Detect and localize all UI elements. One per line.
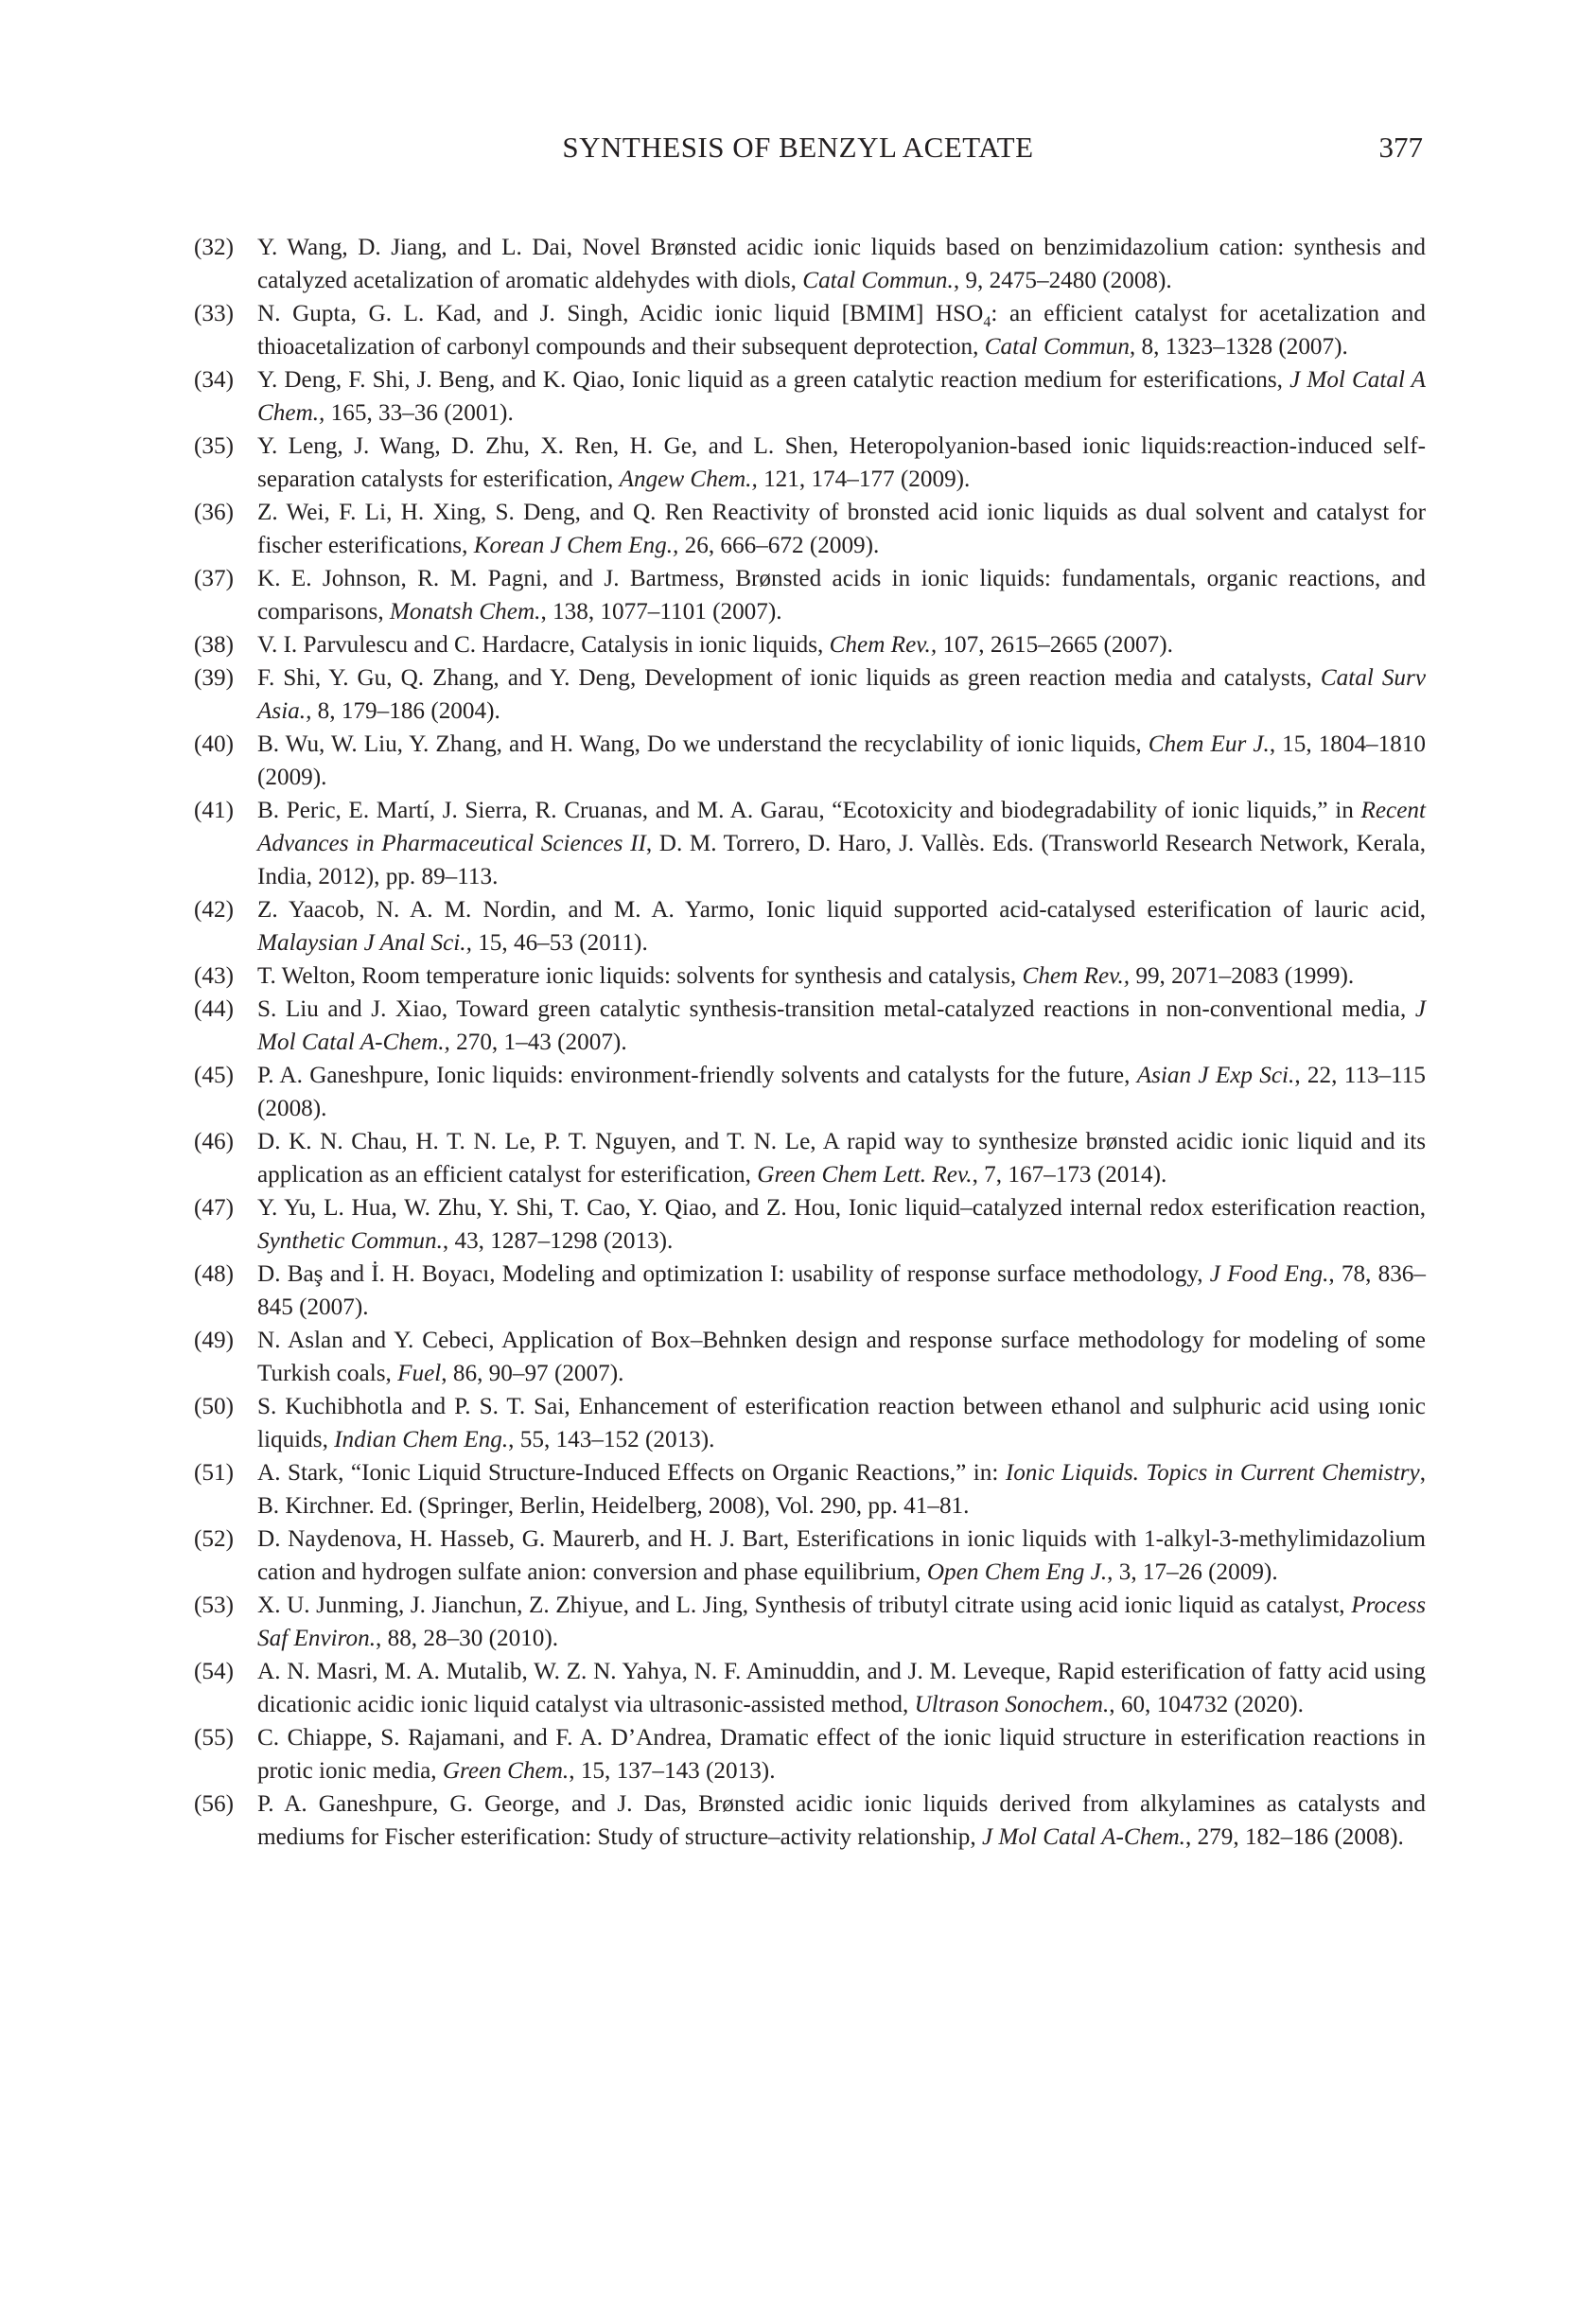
- reference-item: [194, 496, 1426, 562]
- reference-text: V. I. Parvulescu and C. Hardacre, Catalysis in ionic liquids,: [257, 632, 830, 658]
- reference-journal: Malaysian J Anal Sci.,: [257, 930, 472, 956]
- reference-text: P. A. Ganeshpure, G. George, and J. Das, Brønsted acidic ionic liquids derived from alkylamines as catalysts and mediums for Fischer esterification: Study of structure–activity relationship,: [257, 1791, 1426, 1850]
- reference-item: [194, 1059, 1426, 1125]
- reference-number: (48): [194, 1261, 234, 1287]
- reference-journal: Indian Chem Eng.: [334, 1427, 509, 1452]
- reference-number: (55): [194, 1725, 234, 1751]
- reference-journal: Catal Surv Asia.,: [257, 665, 1426, 724]
- reference-journal: Asian J Exp Sci.: [1136, 1063, 1295, 1088]
- reference-details: , 279, 182–186 (2008).: [1184, 1824, 1404, 1850]
- reference-text: Y. Yu, L. Hua, W. Zhu, Y. Shi, T. Cao, Y. Qiao, and Z. Hou, Ionic liquid–catalyzed internal redox esterification reaction,: [257, 1195, 1426, 1221]
- reference-item: [194, 1589, 1426, 1655]
- reference-details: 99, 2071–2083 (1999).: [1130, 963, 1355, 989]
- reference-item: [194, 993, 1426, 1059]
- reference-number: (54): [194, 1659, 234, 1684]
- reference-text: A. Stark, “Ionic Liquid Structure-Induced Effects on Organic Reactions,” in:: [257, 1460, 1006, 1486]
- reference-journal: Ultrason Sonochem.: [914, 1692, 1110, 1717]
- reference-number: (42): [194, 897, 234, 923]
- reference-journal: Korean J Chem Eng.,: [473, 533, 679, 558]
- reference-journal: Chem Eur J.: [1148, 731, 1270, 757]
- reference-number: (37): [194, 566, 234, 591]
- reference-item: [194, 1390, 1426, 1456]
- reference-text: Y. Deng, F. Shi, J. Beng, and K. Qiao, Ionic liquid as a green catalytic reaction medium for esterifications,: [257, 367, 1290, 393]
- reference-text: B. Peric, E. Martí, J. Sierra, R. Cruanas, and M. A. Garau, “Ecotoxicity and biodegradability of ionic liquids,” in: [257, 798, 1361, 823]
- reference-item: [194, 1787, 1426, 1854]
- reference-details: 270, 1–43 (2007).: [449, 1030, 627, 1055]
- reference-text: F. Shi, Y. Gu, Q. Zhang, and Y. Deng, Development of ionic liquids as green reaction media and catalysts,: [257, 665, 1321, 691]
- reference-details: 107, 2615–2665 (2007).: [937, 632, 1173, 658]
- reference-journal: Recent Advances in Pharmaceutical Sciences II: [257, 798, 1426, 856]
- reference-details: 26, 666–672 (2009).: [678, 533, 880, 558]
- reference-text: Z. Yaacob, N. A. M. Nordin, and M. A. Yarmo, Ionic liquid supported acid-catalysed esterification of lauric acid,: [257, 897, 1426, 923]
- reference-journal: J Food Eng.: [1209, 1261, 1329, 1287]
- reference-journal: Chem Rev.,: [1022, 963, 1131, 989]
- reference-text: T. Welton, Room temperature ionic liquids: solvents for synthesis and catalysis,: [257, 963, 1023, 989]
- reference-text: D. K. N. Chau, H. T. N. Le, P. T. Nguyen, and T. N. Le, A rapid way to synthesize brønsted acidic ionic liquid and its application as an efficient catalyst for esterification,: [257, 1129, 1426, 1188]
- reference-number: (44): [194, 996, 234, 1022]
- reference-text: Y. Leng, J. Wang, D. Zhu, X. Ren, H. Ge, and L. Shen, Heteropolyanion-based ionic liquids:reaction-induced self-separation catalysts for esterification,: [257, 433, 1426, 492]
- reference-number: (51): [194, 1460, 234, 1486]
- reference-item: [194, 1456, 1426, 1523]
- reference-text: K. E. Johnson, R. M. Pagni, and J. Bartmess, Brønsted acids in ionic liquids: fundamentals, organic reactions, and comparisons,: [257, 566, 1426, 625]
- reference-number: (36): [194, 500, 234, 525]
- reference-number: (49): [194, 1328, 234, 1353]
- reference-details: , 3, 17–26 (2009).: [1107, 1559, 1278, 1585]
- reference-text: N. Gupta, G. L. Kad, and J. Singh, Acidic ionic liquid [BMIM] HSO: [257, 301, 984, 326]
- reference-details: 8, 1323–1328 (2007).: [1135, 334, 1348, 360]
- reference-text: C. Chiappe, S. Rajamani, and F. A. D’Andrea, Dramatic effect of the ionic liquid structure in esterification reactions in protic ionic media,: [257, 1725, 1426, 1784]
- reference-text: N. Aslan and Y. Cebeci, Application of Box–Behnken design and response surface methodology for modeling of some Turkish coals,: [257, 1328, 1426, 1386]
- reference-journal: Green Chem Lett. Rev.: [757, 1162, 973, 1188]
- reference-item: [194, 562, 1426, 628]
- reference-item: [194, 430, 1426, 496]
- reference-journal: Synthetic Commun.: [257, 1228, 443, 1254]
- reference-text: S. Kuchibhotla and P. S. T. Sai, Enhancement of esterification reaction between ethanol and sulphuric acid using ıonic liquids,: [257, 1394, 1426, 1452]
- reference-journal: Catal Commun,: [984, 334, 1136, 360]
- reference-journal: Chem Rev.,: [829, 632, 938, 658]
- reference-item: [194, 1523, 1426, 1589]
- reference-number: (33): [194, 301, 234, 326]
- reference-item: [194, 1125, 1426, 1191]
- reference-journal: Monatsh Chem.: [389, 599, 541, 625]
- reference-list: [194, 231, 1426, 1854]
- reference-item: [194, 1655, 1426, 1721]
- reference-details: , 9, 2475–2480 (2008).: [953, 268, 1172, 293]
- reference-number: (40): [194, 731, 234, 757]
- reference-details: , 7, 167–173 (2014).: [972, 1162, 1167, 1188]
- reference-text: P. A. Ganeshpure, Ionic liquids: environment-friendly solvents and catalysts for the future,: [257, 1063, 1137, 1088]
- reference-text: Z. Wei, F. Li, H. Xing, S. Deng, and Q. Ren Reactivity of bronsted acid ionic liquids as dual solvent and catalyst for fischer esterifications,: [257, 500, 1426, 558]
- reference-journal: J Mol Catal A Chem.,: [257, 367, 1426, 426]
- reference-details: 8, 179–186 (2004).: [311, 698, 500, 724]
- reference-item: [194, 1721, 1426, 1787]
- reference-details: , 138, 1077–1101 (2007).: [540, 599, 782, 625]
- reference-details: , 60, 104732 (2020).: [1109, 1692, 1304, 1717]
- reference-item: [194, 1324, 1426, 1390]
- reference-details: , 55, 143–152 (2013).: [508, 1427, 715, 1452]
- reference-item: [194, 231, 1426, 297]
- reference-number: (39): [194, 665, 234, 691]
- reference-details: , 86, 90–97 (2007).: [441, 1361, 624, 1386]
- reference-journal: J Mol Catal A-Chem.,: [257, 996, 1426, 1055]
- reference-details: , 78, 836–845 (2007).: [257, 1261, 1426, 1320]
- reference-item: [194, 297, 1426, 363]
- running-title: SYNTHESIS OF BENZYL ACETATE: [562, 131, 1034, 164]
- reference-number: (45): [194, 1063, 234, 1088]
- reference-journal: Catal Commun.: [802, 268, 954, 293]
- reference-number: (50): [194, 1394, 234, 1419]
- reference-number: (56): [194, 1791, 234, 1817]
- reference-number: (52): [194, 1526, 234, 1552]
- reference-details: 15, 46–53 (2011).: [471, 930, 648, 956]
- reference-details: , B. Kirchner. Ed. (Springer, Berlin, Heidelberg, 2008), Vol. 290, pp. 41–81.: [257, 1460, 1426, 1519]
- reference-text: D. Naydenova, H. Hasseb, G. Maurerb, and H. J. Bart, Esterifications in ionic liquids with 1-alkyl-3-methylimidazolium cation and hydrogen sulfate anion: conversion and phase equilibrium,: [257, 1526, 1426, 1585]
- reference-text: : an efficient catalyst for acetalization and thioacetalization of carbonyl compounds and their subsequent deprotection,: [257, 301, 1426, 360]
- reference-journal: Process Saf Environ.: [257, 1593, 1426, 1651]
- reference-text: X. U. Junming, J. Jianchun, Z. Zhiyue, and L. Jing, Synthesis of tributyl citrate using acid ionic liquid as catalyst,: [257, 1593, 1352, 1618]
- reference-journal: Angew Chem.,: [619, 466, 758, 492]
- reference-item: [194, 363, 1426, 430]
- reference-number: (41): [194, 798, 234, 823]
- reference-text: Y. Wang, D. Jiang, and L. Dai, Novel Brønsted acidic ionic liquids based on benzimidazolium cation: synthesis and catalyzed acetalization of aromatic aldehydes with diols,: [257, 235, 1426, 293]
- reference-journal: Ionic Liquids. Topics in Current Chemistry: [1005, 1460, 1420, 1486]
- reference-number: (32): [194, 235, 234, 260]
- reference-item: [194, 661, 1426, 728]
- reference-text: S. Liu and J. Xiao, Toward green catalytic synthesis-transition metal-catalyzed reactions in non-conventional media,: [257, 996, 1415, 1022]
- reference-details: , 15, 137–143 (2013).: [569, 1758, 776, 1784]
- reference-details: 165, 33–36 (2001).: [324, 400, 514, 426]
- reference-number: (38): [194, 632, 234, 658]
- reference-number: (35): [194, 433, 234, 459]
- reference-item: [194, 1191, 1426, 1258]
- reference-details: , 88, 28–30 (2010).: [376, 1626, 559, 1651]
- reference-item: [194, 628, 1426, 661]
- reference-item: [194, 1258, 1426, 1324]
- reference-number: (34): [194, 367, 234, 393]
- reference-journal: Fuel: [397, 1361, 442, 1386]
- reference-number: (47): [194, 1195, 234, 1221]
- reference-journal: J Mol Catal A-Chem.: [981, 1824, 1185, 1850]
- reference-item: [194, 728, 1426, 794]
- running-head: [0, 131, 1596, 168]
- reference-journal: Green Chem.: [442, 1758, 570, 1784]
- page-number: 377: [1378, 131, 1423, 164]
- reference-subscript: 4: [983, 314, 991, 331]
- reference-details: , 15, 1804–1810 (2009).: [257, 731, 1427, 790]
- reference-item: [194, 893, 1426, 959]
- reference-details: , 22, 113–115 (2008).: [257, 1063, 1426, 1121]
- reference-item: [194, 794, 1426, 893]
- reference-details: 121, 174–177 (2009).: [757, 466, 971, 492]
- reference-text: B. Wu, W. Liu, Y. Zhang, and H. Wang, Do we understand the recyclability of ionic liquids,: [257, 731, 1149, 757]
- reference-text: D. Baş and İ. H. Boyacı, Modeling and optimization I: usability of response surface methodology,: [257, 1261, 1210, 1287]
- reference-details: , D. M. Torrero, D. Haro, J. Vallès. Eds. (Transworld Research Network, Kerala, India, 2012), pp. 89–113.: [257, 831, 1426, 889]
- reference-number: (46): [194, 1129, 234, 1154]
- reference-number: (43): [194, 963, 234, 989]
- reference-item: [194, 959, 1426, 993]
- reference-journal: Open Chem Eng J.: [926, 1559, 1108, 1585]
- reference-details: , 43, 1287–1298 (2013).: [442, 1228, 674, 1254]
- reference-text: A. N. Masri, M. A. Mutalib, W. Z. N. Yahya, N. F. Aminuddin, and J. M. Leveque, Rapid esterification of fatty acid using dicationic acidic ionic liquid catalyst via ultrasonic-assisted method,: [257, 1659, 1426, 1717]
- reference-number: (53): [194, 1593, 234, 1618]
